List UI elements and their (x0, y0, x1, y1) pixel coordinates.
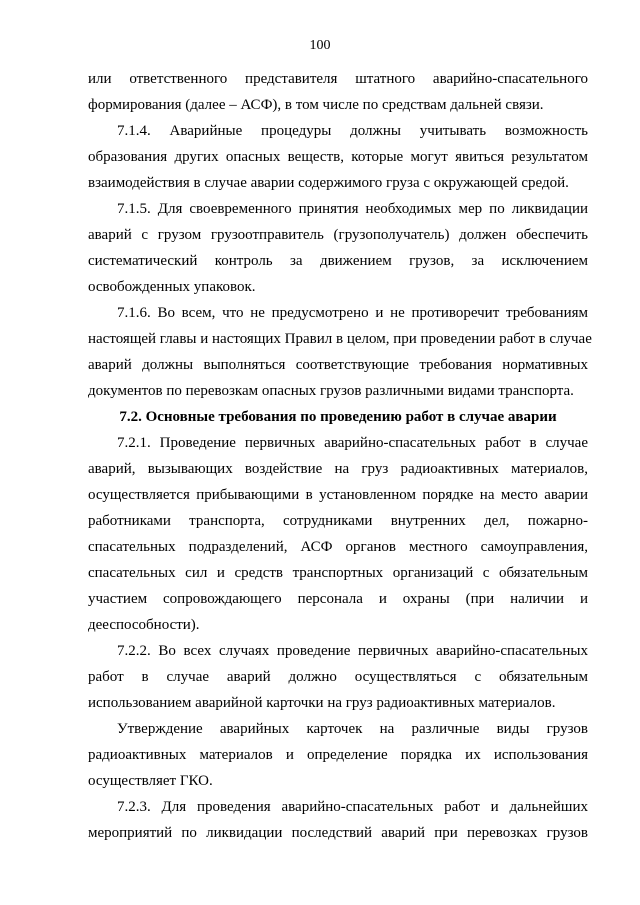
text-line: работниками транспорта, сотрудниками внутренних дел, пожарно- (88, 513, 588, 529)
document-body (88, 66, 592, 846)
paragraph-7-1-5-line: 7.1.5. Для своевременного принятия необходимых мер по ликвидации (117, 201, 588, 217)
text-line: радиоактивных материалов и определение порядка их использования (88, 747, 588, 763)
text-line: спасательных подразделений, АСФ органов местного самоуправления, (88, 539, 588, 555)
paragraph-7-2-2-line: 7.2.2. Во всех случаях проведение первичных аварийно-спасательных (117, 643, 588, 659)
paragraph-7-2-3-line: 7.2.3. Для проведения аварийно-спасательных работ и дальнейших (117, 799, 588, 815)
text-line: аварий с грузом грузоотправитель (грузополучатель) должен обеспечить (88, 227, 588, 243)
paragraph-7-2-1-line: 7.2.1. Проведение первичных аварийно-спасательных работ в случае (117, 435, 588, 451)
text-line: участием сопровождающего персонала и охраны (при наличии и (88, 591, 588, 607)
page-number: 100 (309, 38, 331, 53)
text-line: или ответственного представителя штатного аварийно-спасательного (88, 71, 588, 87)
text-line: мероприятий по ликвидации последствий аварий при перевозках грузов (88, 825, 588, 841)
section-heading: 7.2. Основные требования по проведению работ в случае аварии (119, 409, 557, 425)
text-line: настоящей главы и настоящих Правил в целом, при проведении работ в случае (88, 331, 592, 347)
text-line: аварий, вызывающих воздействие на груз радиоактивных материалов, (88, 461, 588, 477)
paragraph-7-1-4-line: 7.1.4. Аварийные процедуры должны учитывать возможность (117, 123, 588, 139)
text-line: дееспособности). (88, 617, 200, 633)
text-line: формирования (далее – АСФ), в том числе по средствам дальней связи. (88, 97, 544, 113)
text-line: систематический контроль за движением грузов, за исключением (88, 253, 588, 269)
text-line: аварий должны выполняться соответствующие требования нормативных (88, 357, 588, 373)
text-line: освобожденных упаковок. (88, 279, 256, 295)
text-line: работ в случае аварий должно осуществляться с обязательным (88, 669, 588, 685)
text-line: спасательных сил и средств транспортных организаций с обязательным (88, 565, 588, 581)
text-line: образования других опасных веществ, которые могут явиться результатом (88, 149, 588, 165)
text-line: использованием аварийной карточки на груз радиоактивных материалов. (88, 695, 556, 711)
paragraph-approval-line: Утверждение аварийных карточек на различные виды грузов (117, 721, 588, 737)
text-line: осуществляет ГКО. (88, 773, 213, 789)
text-line: взаимодействия в случае аварии содержимого груза с окружающей средой. (88, 175, 569, 191)
text-line: осуществляется прибывающими в установленном порядке на место аварии (88, 487, 588, 503)
text-line: документов по перевозкам опасных грузов различными видами транспорта. (88, 383, 574, 399)
paragraph-7-1-6-line: 7.1.6. Во всем, что не предусмотрено и не противоречит требованиям (117, 305, 588, 321)
